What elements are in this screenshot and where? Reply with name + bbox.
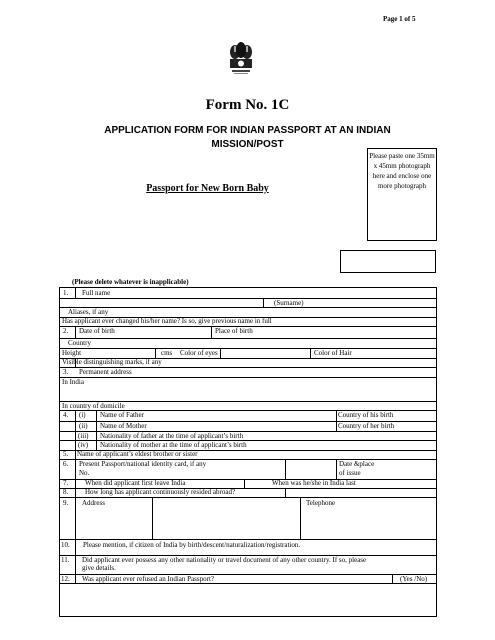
form-subtitle: Passport for New Born Baby [146,183,269,194]
of-issue-label: of issue [339,469,361,477]
eldest-sibling-label: Name of applicant’s eldest brother or sister [77,450,198,458]
row-4-i: (i) [79,411,86,419]
color-of-eyes-label: Color of eyes [180,349,218,357]
row-4-number: 4. [63,411,69,419]
aliases-label: Aliases, if any [68,308,109,316]
color-of-hair-label: Color of Hair [314,349,352,357]
row-3-number: 3. [63,368,69,376]
photo-box[interactable] [367,148,437,241]
full-name-label: Full name [82,289,111,297]
telephone-label: Telephone [306,499,336,507]
office-use-box[interactable] [340,250,436,273]
row-1-number: 1. [63,289,69,297]
country-label: Country [68,339,91,347]
row-6-number: 6. [63,460,69,468]
distinguishing-marks-label: Visible distinguishing marks, if any [62,358,162,366]
row-11-number: 11. [61,556,70,564]
page-number: Page 1 of 5 [383,15,416,23]
changed-name-label: Has applicant ever changed his/her name? Is so, give previous name in full [62,317,272,325]
row-10-number: 10. [61,541,70,549]
delete-note: (Please delete whatever is inapplicable) [72,278,189,286]
last-in-india-label: When was he/she in India last [272,479,356,487]
present-passport-label: Present Passport/national identity card, if any [79,460,207,468]
passport-no-label: No. [79,469,90,477]
country-of-his-birth-label: Country of his birth [338,411,394,419]
date-of-birth-label: Date of birth [79,327,115,335]
permanent-address-label: Permanent address [79,368,132,376]
row-12-number: 12. [61,575,70,583]
photo-instructions: Please paste one 35mm x 45mm photograph here and enclose one more photograph [369,152,435,190]
row-4-ii: (ii) [79,422,88,430]
row-2-number: 2. [63,327,69,335]
height-label: Height [62,349,82,357]
citizenship-label: Please mention, if citizen of India by birth/descent/naturalization/registration. [83,541,301,549]
application-form-table [59,287,437,617]
row-7-number: 7. [63,479,69,487]
country-of-her-birth-label: Country of her birth [338,422,395,430]
country-of-domicile-label: In country of domicile [62,402,125,410]
row-9-number: 9. [63,499,69,507]
give-details-label: give details. [82,564,116,572]
refused-passport-label: Was applicant ever refused an Indian Passport? [82,575,214,583]
mother-nationality-label: Nationality of mother at the time of applicant’s birth [100,441,247,449]
name-of-father-label: Name of Father [100,411,144,419]
yes-no-label: (Yes /No) [400,575,428,583]
row-4-iii: (iii) [78,432,89,440]
form-number: Form No. 1C [205,97,290,113]
address-label: Address [82,499,105,507]
row-4-iv: (iv) [78,441,89,449]
name-of-mother-label: Name of Mother [100,422,147,430]
first-leave-india-label: When did applicant first leave India [85,479,186,487]
other-nationality-label: Did applicant ever possess any other nationality or travel document of any other country. If so, please [82,556,367,564]
row-8-number: 8. [63,488,69,496]
title-line-2: MISSION/POST [211,139,284,150]
national-emblem-icon [226,40,256,96]
row-5-number: 5. [63,450,69,458]
title-line-1: APPLICATION FORM FOR INDIAN PASSPORT AT AN INDIAN [104,125,391,136]
in-india-label: In India [62,378,84,386]
resided-abroad-label: How long has applicant continuously resided abroad? [85,488,236,496]
surname-label: (Surname) [274,299,304,307]
place-of-birth-label: Place of birth [215,327,253,335]
father-nationality-label: Nationality of father at the time of applicant’s birth [100,432,244,440]
date-place-label: Date &place [339,460,375,468]
cms-label: cms [161,349,173,357]
